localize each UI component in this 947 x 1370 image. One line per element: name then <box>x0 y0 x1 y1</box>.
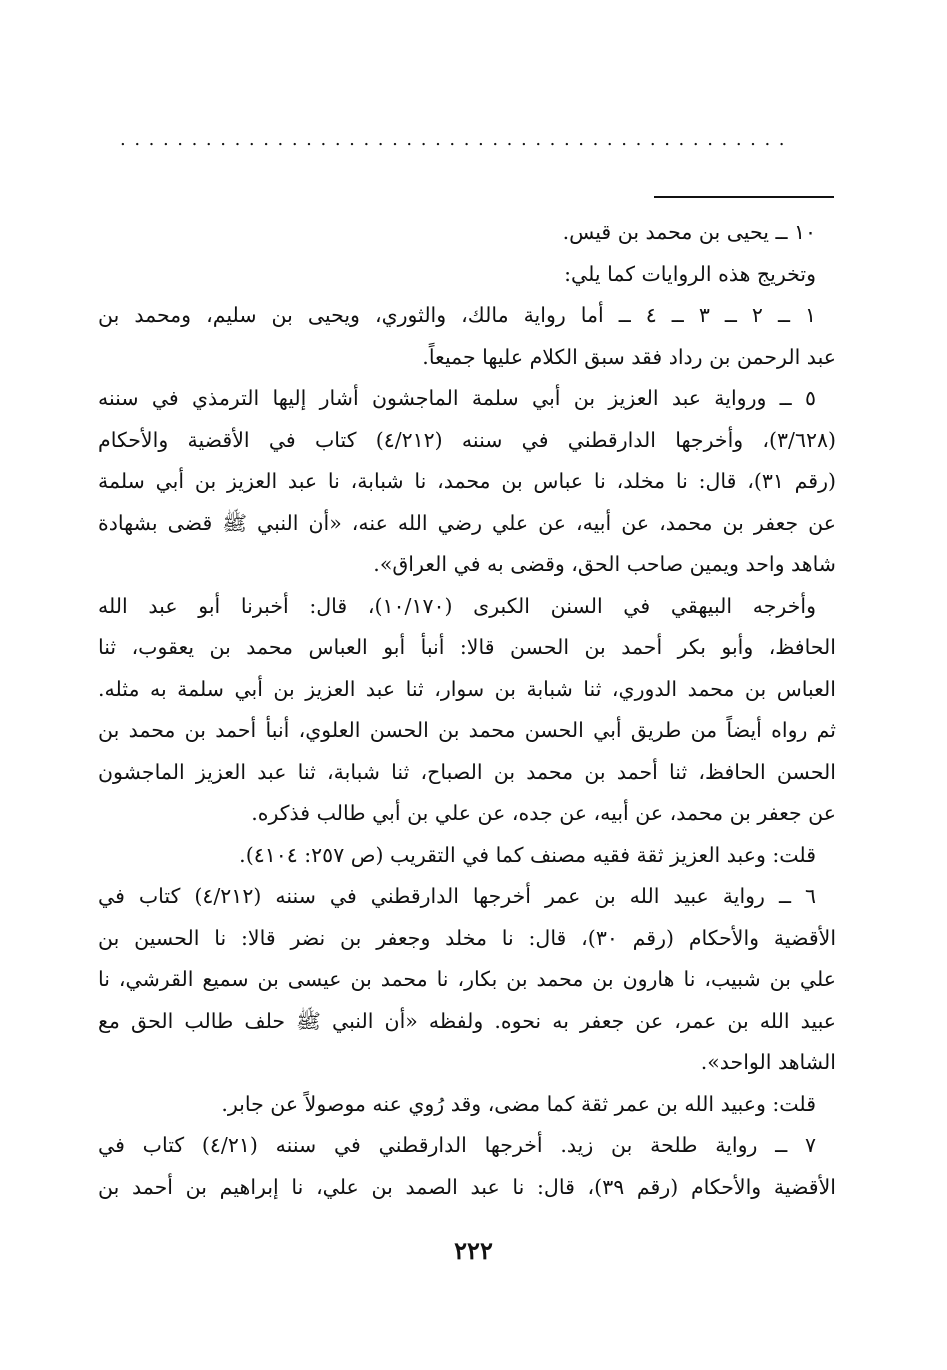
text-line: ثم رواه أيضاً من طريق أبي الحسن محمد بن الحسن العلوي، أنبأ أحمد بن محمد بن <box>98 718 836 742</box>
text-line: الأقضية والأحكام (رقم ٣٠)، قال: نا مخلد وجعفر بن نضر قالا: نا الحسين بن <box>98 925 836 950</box>
page-body <box>98 212 836 1208</box>
text-line: عبيد الله بن عمر، عن جعفر به نحوه. ولفظه «أن النبي ﷺ حلف طالب الحق مع <box>98 1008 836 1033</box>
page-number: ٢٢٢ <box>454 1236 493 1265</box>
text-line: الأقضية والأحكام (رقم ٣٩)، قال: نا عبد الصمد بن علي، نا إبراهيم بن أحمد بن <box>98 1174 836 1199</box>
text-line: قلت: وعبيد الله بن عمر ثقة كما مضى، وقد رُوي عنه موصولاً عن جابر. <box>221 1091 816 1116</box>
text-line: ٧ ــ رواية طلحة بن زيد. أخرجها الدارقطني في سننه (٤/٢١) كتاب في <box>98 1133 816 1157</box>
text-line: ١٠ ــ يحيى بن محمد بن قيس. <box>562 220 816 244</box>
text-line: الحسن الحافظ، ثنا أحمد بن محمد بن الصباح، ثنا شبابة، ثنا عبد العزيز الماجشون <box>98 759 836 784</box>
text-line: (٣/٦٢٨)، وأخرجها الدارقطني في سننه (٤/٢١٢) كتاب في الأقضية والأحكام <box>98 427 836 452</box>
text-line: عن جعفر بن محمد، عن أبيه، عن علي رضي الله عنه، «أن النبي ﷺ قضى بشهادة <box>98 510 836 535</box>
text-line: ٥ ــ ورواية عبد العزيز بن أبي سلمة الماجشون أشار إليها الترمذي في سننه <box>98 386 816 410</box>
text-line: ٦ ــ رواية عبيد الله بن عمر أخرجها الدارقطني في سننه (٤/٢١٢) كتاب في <box>98 884 816 908</box>
text-line: عن جعفر بن محمد، عن أبيه، عن جده، عن علي بن أبي طالب فذكره. <box>251 801 836 825</box>
text-line: (رقم ٣١)، قال: نا مخلد، نا عباس بن محمد، نا شبابة، نا عبد العزيز بن أبي سلمة <box>98 469 836 493</box>
footnote-rule <box>654 196 834 198</box>
text-line: وتخريج هذه الروايات كما يلي: <box>564 261 816 286</box>
text-line: الشاهد الواحد». <box>700 1050 836 1074</box>
text-line: وأخرجه البيهقي في السنن الكبرى (١٠/١٧٠)، قال: أخبرنا أبو عبد الله <box>98 593 816 618</box>
text-line: عبد الرحمن بن رداد فقد سبق الكلام عليها جميعاً. <box>422 344 836 369</box>
text-line: علي بن شبيب، نا هارون بن محمد بن بكار، نا محمد بن عيسى بن سميع القرشي، نا <box>98 967 836 991</box>
dotted-separator: ............................................... <box>120 130 794 150</box>
text-line: شاهد واحد ويمين صاحب الحق، وقضى به في العراق». <box>373 552 836 576</box>
text-line: العباس بن محمد الدوري، ثنا شبابة بن سوار، ثنا عبد العزيز بن أبي سلمة به مثله. <box>98 676 836 701</box>
text-line: ١ ــ ٢ ــ ٣ ــ ٤ ــ أما رواية مالك، والثوري، ويحيى بن سليم، ومحمد بن <box>98 303 817 327</box>
text-line: قلت: وعبد العزيز ثقة فقيه مصنف كما في التقريب (ص ٢٥٧: ٤١٠٤). <box>239 842 816 867</box>
text-line: الحافظ، وأبو بكر أحمد بن الحسن قالا: أنبأ أبو العباس محمد بن يعقوب، ثنا <box>98 635 836 659</box>
